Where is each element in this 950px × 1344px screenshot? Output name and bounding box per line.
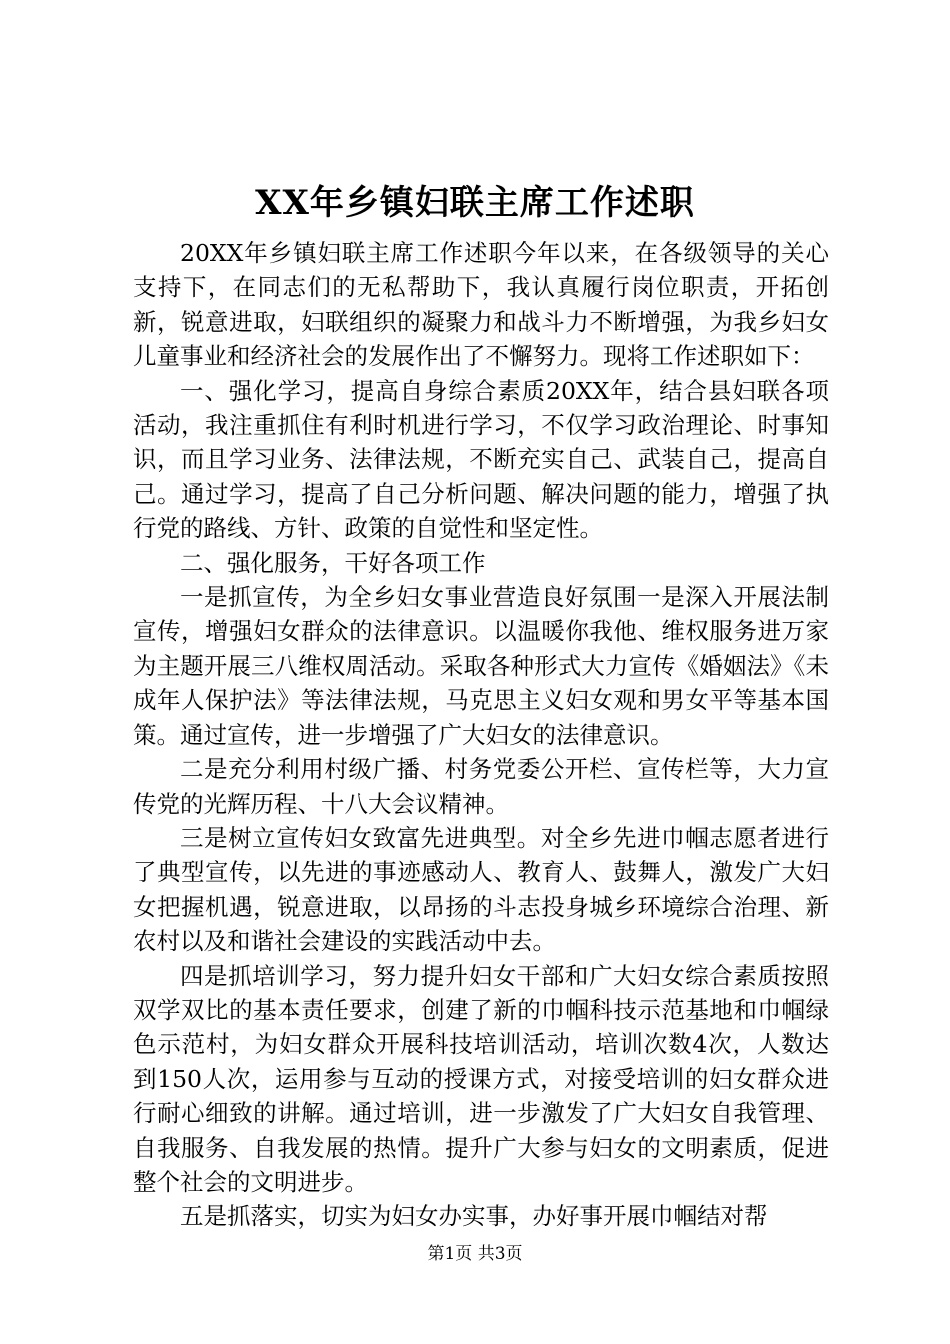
paragraph: 二是充分利用村级广播、村务党委公开栏、宣传栏等，大力宣传党的光辉历程、十八大会议精神。 (133, 755, 829, 818)
document-body (133, 236, 829, 1234)
page-number-footer: 第1页 共3页 (427, 1244, 523, 1264)
document-title: XX年乡镇妇联主席工作述职 (255, 183, 695, 223)
section-heading: 二、强化服务，干好各项工作 (180, 548, 486, 577)
paragraph: 五是抓落实，切实为妇女办实事，办好事开展巾帼结对帮 (180, 1202, 768, 1231)
paragraph: 三是树立宣传妇女致富先进典型。对全乡先进巾帼志愿者进行了典型宣传，以先进的事迹感动人、教育人、鼓舞人，激发广大妇女把握机遇，锐意进取，以昂扬的斗志投身城乡环境综合治理、新农村以及和谐社会建设的实践活动中去。 (133, 823, 829, 956)
paragraph: 20XX年乡镇妇联主席工作述职今年以来，在各级领导的关心支持下，在同志们的无私帮助下，我认真履行岗位职责，开拓创新，锐意进取，妇联组织的凝聚力和战斗力不断增强，为我乡妇女儿童事业和经济社会的发展作出了不懈努力。现将工作述职如下： (133, 239, 829, 371)
paragraph: 一是抓宣传，为全乡妇女事业营造良好氛围一是深入开展法制宣传，增强妇女群众的法律意识。以温暖你我他、维权服务进万家为主题开展三八维权周活动。采取各种形式大力宣传《婚姻法》《未成年人保护法》等法律法规，马克思主义妇女观和男女平等基本国策。通过宣传，进一步增强了广大妇女的法律意识。 (133, 583, 829, 749)
paragraph: 一、强化学习，提高自身综合素质20XX年，结合县妇联各项活动，我注重抓住有利时机进行学习，不仅学习政治理论、时事知识，而且学习业务、法律法规，不断充实自己、武装自己，提高自己。通过学习，提高了自己分析问题、解决问题的能力，增强了执行党的路线、方针、政策的自觉性和坚定性。 (133, 376, 829, 543)
paragraph: 四是抓培训学习，努力提升妇女干部和广大妇女综合素质按照双学双比的基本责任要求，创建了新的巾帼科技示范基地和巾帼绿色示范村，为妇女群众开展科技培训活动，培训次数4次，人数达到150人次，运用参与互动的授课方式，对接受培训的妇女群众进行耐心细致的讲解。通过培训，进一步激发了广大妇女自我管理、自我服务、自我发展的热情。提升广大参与妇女的文明素质，促进整个社会的文明进步。 (133, 961, 829, 1196)
